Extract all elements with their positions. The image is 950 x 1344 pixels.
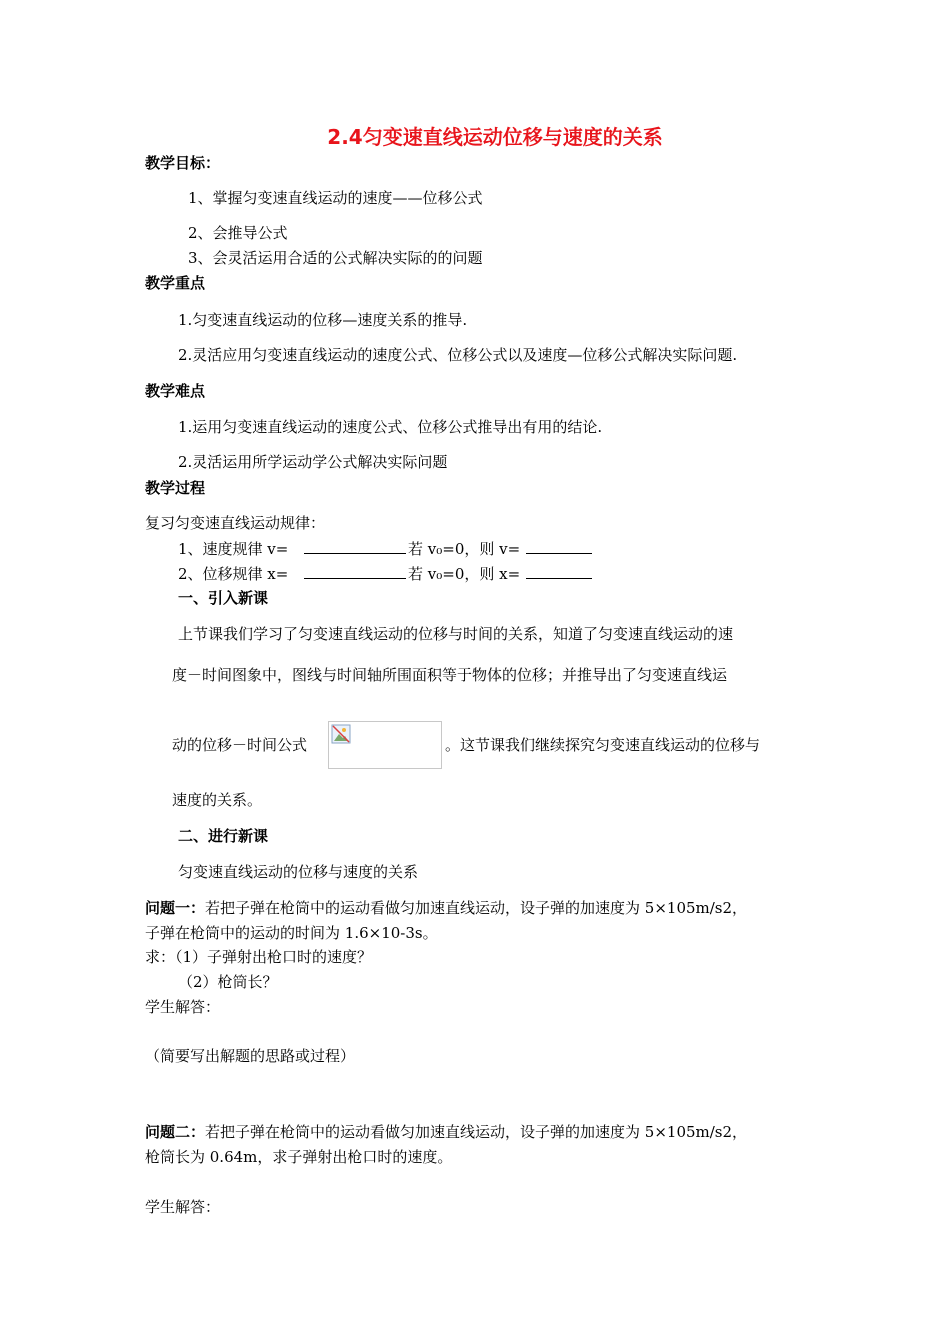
q1-ask1: 求：（1）子弹射出枪口时的速度？	[145, 948, 373, 966]
difficulty-item: 1.运用匀变速直线运动的速度公式、位移公式推导出有用的结论.	[178, 418, 603, 436]
review-intro: 复习匀变速直线运动规律：	[145, 514, 326, 532]
q1-line	[145, 898, 747, 918]
rule-label: 2、位移规律 x=	[178, 565, 289, 583]
q1-label: 问题一：	[145, 899, 206, 917]
difficulties-heading: 教学难点	[145, 382, 206, 400]
paragraph-line: 度－时间图象中，图线与时间轴所围面积等于物体的位移；并推导出了匀变速直线运	[172, 666, 728, 684]
key-point-item: 1.匀变速直线运动的位移—速度关系的推导.	[178, 311, 468, 329]
section2-heading: 二、进行新课	[178, 827, 269, 845]
q2-line	[145, 1122, 747, 1142]
rule-condition: 若 v₀=0，则 x=	[408, 565, 521, 583]
answer-blank[interactable]	[304, 538, 406, 554]
q2-label: 问题二：	[145, 1123, 206, 1141]
difficulty-item: 2.灵活运用所学运动学公式解决实际问题	[178, 453, 448, 471]
key-point-item: 2.灵活应用匀变速直线运动的速度公式、位移公式以及速度—位移公式解决实际问题.	[178, 346, 738, 364]
rule-row	[178, 563, 592, 584]
q2-line2: 枪筒长为 0.64m，求子弹射出枪口时的速度。	[145, 1148, 453, 1166]
key-points-heading: 教学重点	[145, 274, 206, 292]
answer-blank[interactable]	[304, 563, 406, 579]
objectives-heading: 教学目标：	[145, 154, 221, 172]
answer-blank[interactable]	[526, 563, 592, 579]
paragraph-line: 上节课我们学习了匀变速直线运动的位移与时间的关系，知道了匀变速直线运动的速	[178, 625, 734, 643]
q2-answer-label: 学生解答：	[145, 1198, 221, 1216]
q1-ask2: （2）枪筒长？	[178, 973, 278, 991]
paragraph-line: 速度的关系。	[172, 791, 263, 809]
process-heading: 教学过程	[145, 479, 206, 497]
rule-label: 1、速度规律 v=	[178, 540, 289, 558]
paragraph-line: 。这节课我们继续探究匀变速直线运动的位移与	[445, 736, 761, 754]
page-title: 2.4匀变速直线运动位移与速度的关系	[327, 125, 663, 149]
section2-subtitle: 匀变速直线运动的位移与速度的关系	[178, 863, 419, 881]
objective-item: 2、会推导公式	[188, 224, 288, 242]
rule-condition: 若 v₀=0，则 v=	[408, 540, 521, 558]
formula-image	[328, 721, 442, 769]
q1-text: 若把子弹在枪筒中的运动看做匀加速直线运动，设子弹的加速度为 5×105m/s2，	[205, 899, 748, 917]
section1-heading: 一、引入新课	[178, 589, 269, 607]
q1-hint: （简要写出解题的思路或过程）	[145, 1047, 356, 1065]
broken-image-icon	[331, 724, 351, 744]
objective-item: 3、会灵活运用合适的公式解决实际的的问题	[188, 249, 483, 267]
q2-text: 若把子弹在枪筒中的运动看做匀加速直线运动，设子弹的加速度为 5×105m/s2，	[205, 1123, 748, 1141]
rule-row	[178, 538, 592, 559]
answer-blank[interactable]	[526, 538, 592, 554]
q1-line2: 子弹在枪筒中的运动的时间为 1.6×10-3s。	[145, 924, 438, 942]
objective-item: 1、掌握匀变速直线运动的速度——位移公式	[188, 189, 483, 207]
paragraph-line: 动的位移－时间公式	[172, 736, 308, 754]
q1-answer-label: 学生解答：	[145, 998, 221, 1016]
